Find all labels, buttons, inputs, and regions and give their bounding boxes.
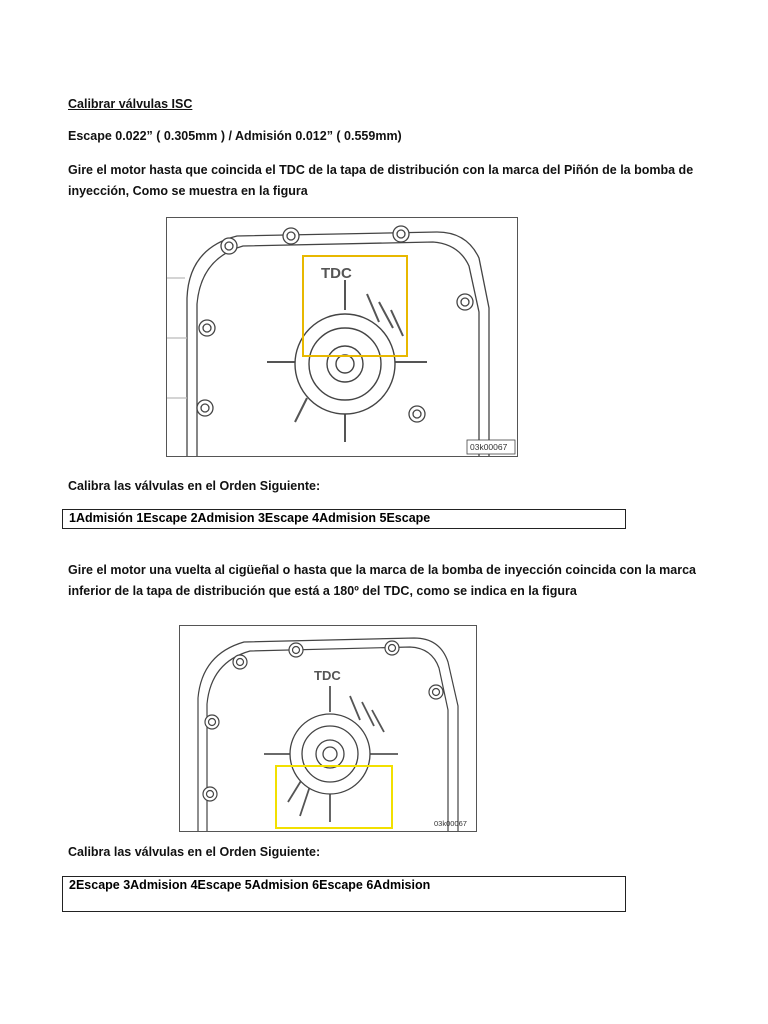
timing-cover-drawing-2 (180, 626, 476, 831)
valve-clearance-specs: Escape 0.022” ( 0.305mm ) / Admisión 0.012” ( 0.559mm) (68, 129, 402, 143)
figure-code-1: 03k00067 (470, 442, 508, 452)
timing-cover-drawing-1 (167, 218, 517, 456)
timing-cover-figure-tdc (166, 217, 518, 457)
tdc-label-2: TDC (314, 668, 341, 683)
instruction-2-line-2: inferior de la tapa de distribución que está a 180º del TDC, como se indica en la figura (68, 584, 577, 598)
tdc-label-1: TDC (321, 265, 352, 282)
instruction-1-line-1: Gire el motor hasta que coincida el TDC de la tapa de distribución con la marca del Piñón de la bomba de (68, 163, 694, 177)
order-caption-2: Calibra las válvulas en el Orden Siguiente: (68, 845, 321, 859)
instruction-paragraph-1 (68, 160, 708, 202)
valve-order-box-1: 1Admisión 1Escape 2Admision 3Escape 4Admision 5Escape (62, 509, 626, 529)
valve-order-box-2: 2Escape 3Admision 4Escape 5Admision 6Escape 6Admision (62, 876, 626, 912)
document-title: Calibrar válvulas ISC (68, 97, 193, 111)
instruction-2-line-1: Gire el motor una vuelta al cigüeñal o hasta que la marca de la bomba de inyección coincida con la marca (68, 563, 696, 577)
instruction-1-line-2: inyección, Como se muestra en la figura (68, 184, 308, 198)
figure-code-2: 03k00067 (434, 819, 467, 828)
order-caption-1: Calibra las válvulas en el Orden Siguiente: (68, 479, 321, 493)
instruction-paragraph-2 (68, 560, 708, 602)
timing-cover-figure-180 (179, 625, 477, 832)
